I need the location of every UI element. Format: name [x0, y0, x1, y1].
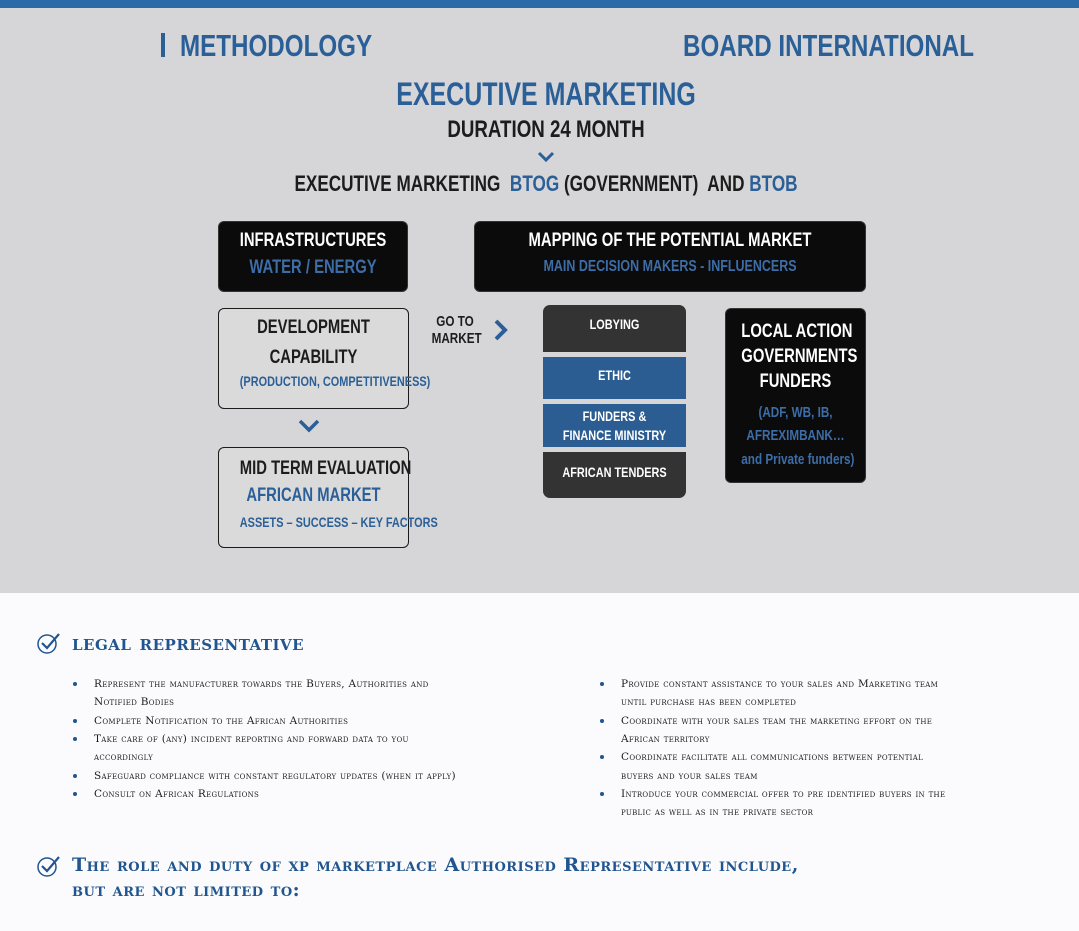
development-line2: CAPABILITY: [269, 347, 358, 368]
list-item-text: Safeguard compliance with constant regulatory updates (when it apply): [94, 769, 456, 782]
midterm-box: [218, 447, 438, 548]
list-item-text: Complete Notification to the African Authorities: [94, 714, 349, 727]
duration-label: DURATION 24 MONTH: [447, 116, 645, 143]
mapping-title: MAPPING OF THE POTENTIAL MARKET: [528, 230, 812, 251]
list-item-text: until purchase has been completed: [621, 696, 797, 709]
local-action-box: [725, 308, 866, 483]
bullet-dot: [600, 792, 604, 796]
infrastructures-box: [218, 221, 408, 292]
btog-label: BTOG: [509, 171, 560, 196]
development-line1: DEVELOPMENT: [257, 317, 370, 338]
go-to-market-line1: GO TO: [436, 313, 474, 330]
subtitle-prefix: EXECUTIVE MARKETING: [294, 171, 501, 196]
bullet-dot: [73, 737, 77, 741]
go-to-market-line2: MARKET: [431, 330, 482, 347]
midterm-title: MID TERM EVALUATION: [239, 458, 412, 479]
lobying-label: LOBYING: [589, 316, 640, 332]
list-item-text: Represent the manufacturer towards the Buyers, Authorities and: [94, 678, 429, 690]
list-item-text: Provide constant assistance to your sales and Marketing team: [621, 678, 939, 690]
list-item-text: Introduce your commercial offer to pre identified buyers in the: [621, 787, 946, 800]
list-item-text: Coordinate with your sales team the marketing effort on the: [621, 714, 933, 727]
local-action-detail2: AFREXIMBANK…: [746, 427, 845, 444]
local-action-detail3: and Private funders): [741, 451, 855, 468]
list-item-text: accordingly: [94, 751, 153, 764]
funders-box: [543, 404, 686, 447]
bullet-dot: [600, 682, 604, 686]
government-label: (GOVERNMENT): [563, 171, 699, 196]
check-circle-icon: [36, 854, 62, 878]
list-item-text: African territory: [621, 732, 710, 745]
list-item-text: Consult on African Regulations: [94, 787, 260, 800]
executive-marketing-title: EXECUTIVE MARKETING: [396, 76, 696, 112]
methodology-heading: METHODOLOGY: [180, 28, 373, 63]
local-action-line1: LOCAL ACTION: [741, 321, 853, 342]
mapping-sub: MAIN DECISION MAKERS - INFLUENCERS: [543, 258, 797, 275]
go-to-market-label: [431, 313, 482, 347]
bullet-dot: [600, 755, 604, 759]
african-tenders-label: AFRICAN TENDERS: [562, 464, 667, 480]
funders-line1: FUNDERS &: [582, 408, 647, 424]
executive-marketing-subtitle: [120, 171, 972, 197]
mapping-box: [474, 221, 866, 292]
local-action-detail1: (ADF, WB, IB,: [758, 404, 833, 421]
bullet-dot: [73, 792, 77, 796]
header-marker: [161, 33, 165, 57]
midterm-detail: ASSETS – SUCCESS – KEY FACTORS: [239, 514, 438, 530]
development-sub: (PRODUCTION, COMPETITIVENESS): [239, 373, 431, 389]
midterm-sub: AFRICAN MARKET: [246, 485, 381, 506]
btob-label: BTOB: [749, 171, 798, 196]
role-duty-line1: The role and duty of xp marketplace Authorised Representative include,: [72, 854, 799, 876]
chevron-down-icon: [537, 151, 555, 163]
top-accent-bar: [0, 0, 1079, 8]
legal-representative-heading: legal representative: [72, 630, 305, 656]
infrastructures-title: INFRASTRUCTURES: [239, 230, 387, 251]
list-item-text: public as well as in the private sector: [621, 806, 814, 819]
ethic-label: ETHIC: [598, 367, 631, 383]
lobying-box: [543, 305, 686, 352]
bullet-dot: [73, 774, 77, 778]
african-tenders-box: [543, 452, 686, 498]
role-duty-heading: [72, 853, 799, 903]
development-box: [218, 308, 431, 409]
list-item-text: Notified Bodies: [94, 696, 175, 709]
ethic-box: [543, 357, 686, 399]
infrastructures-sub: WATER / ENERGY: [249, 257, 377, 278]
local-action-line2: GOVERNMENTS: [741, 346, 858, 367]
chevron-right-icon: [492, 318, 510, 342]
bullet-dot: [73, 719, 77, 723]
check-circle-icon: [36, 631, 62, 655]
and-label: AND: [707, 171, 745, 196]
role-duty-line2: but are not limited to:: [72, 879, 301, 901]
bullet-dot: [73, 682, 77, 686]
list-item-text: Coordinate facilitate all communications between potential: [621, 751, 924, 764]
bullet-dot: [600, 719, 604, 723]
list-item-text: Take care of (any) incident reporting and forward data to you: [94, 732, 409, 745]
chevron-down-icon: [297, 418, 321, 434]
local-action-line3: FUNDERS: [759, 371, 832, 392]
funders-line2: FINANCE MINISTRY: [562, 427, 667, 443]
board-international-heading: BOARD INTERNATIONAL: [683, 28, 975, 63]
list-item-text: buyers and your sales team: [621, 769, 758, 782]
